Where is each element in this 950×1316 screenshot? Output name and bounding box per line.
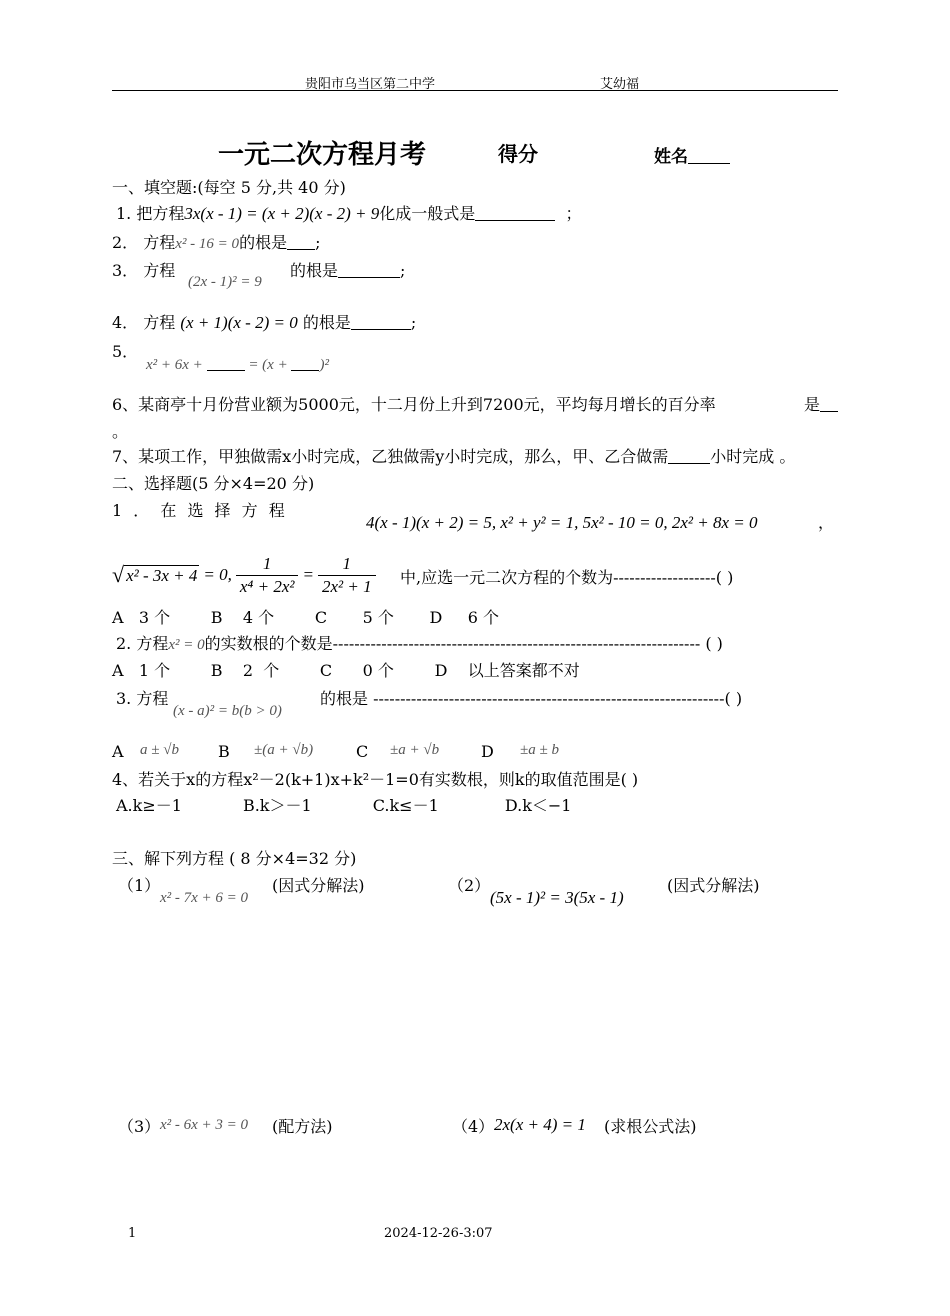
fill-q7 [112,447,795,467]
fill-q4-pre: 4． 方程 [112,313,176,332]
solve-p3-equation: x² - 6x + 3 = 0 [160,1117,249,1133]
fill-q7-blank[interactable] [668,447,710,464]
choice-q3-opt-b-label: B [218,742,230,761]
fill-q3-end: ; [400,261,406,280]
choice-q4-options: A.k≥－1 B.k＞－1 C.k≤－1 D.k＜−1 [116,796,572,815]
choice-q1-options: A 3 个 B 4 个 C 5 个 D 6 个 [112,608,500,627]
header-rule [112,90,838,91]
choice-q1-frac-1-num: 1 [236,553,299,576]
choice-q3-opt-a-label: A [112,742,124,761]
fill-q7-tail: 小时完成 。 [710,447,796,466]
fill-q2-end: ; [315,233,321,252]
solve-p4-num: （4） [452,1117,495,1136]
fill-q4-post: 的根是 [302,313,351,332]
fill-q2-blank[interactable] [287,233,315,250]
page-title: 一元二次方程月考 [218,140,427,170]
fill-q1-blank[interactable] [475,204,555,221]
fill-q5-eq-a: x² + 6x + [146,357,207,373]
fill-q1-pre: 1. 把方程 [116,204,185,223]
fill-q2-pre: 2． 方程 [112,233,176,252]
name-blank[interactable] [688,147,730,164]
fill-q4-blank[interactable] [351,313,411,330]
choice-q3-opt-a: a ± √b [140,742,179,758]
solve-p1-method: (因式分解法) [272,876,365,895]
choice-q1-frac-2 [318,553,376,598]
choice-q2-equation: x² = 0 [168,637,205,653]
fill-q2 [112,233,320,254]
fill-q5-label: 5． [112,342,139,361]
name-label [654,142,730,167]
choice-q1-frac-2-den: 2x² + 1 [321,576,372,596]
fill-q5-blank-1[interactable] [207,354,245,371]
choice-q3-opt-d: ±a ± b [520,742,559,758]
choice-q1-frac-2-num: 1 [318,553,376,576]
solve-p3-num: （3） [118,1117,161,1136]
header-author: 艾幼福 [600,77,640,92]
fill-q3-blank[interactable] [338,261,400,278]
choice-q3-label: 3. 方程 [116,689,169,708]
fill-q5-eq-c: )² [319,357,329,373]
fill-q1 [116,204,581,224]
fill-q4-end: ; [410,313,417,332]
fill-q5-blank-2[interactable] [291,354,319,371]
choice-q3-equation: (x - a)² = b(b > 0) [173,703,282,719]
choice-q2-pre: 2. 方程 [116,634,169,653]
solve-p2-method: (因式分解法) [667,876,760,895]
name-label-text: 姓名 [654,147,688,167]
choice-q3-opt-c-label: C [356,742,369,761]
choice-q3-opt-c: ±a + √b [390,742,440,758]
choice-q1-lead: 1 ． 在 选 择 方 程 [112,501,285,520]
solve-p4-equation: 2x(x + 4) = 1 [494,1115,586,1134]
fill-q1-equation: 3x(x - 1) = (x + 2)(x - 2) + 9 [184,204,380,223]
section-2-heading: 二、选择题(5 分×4=20 分) [112,474,315,493]
solve-p1-equation: x² - 7x + 6 = 0 [160,890,249,906]
choice-q1-comma: ， [818,513,835,532]
fill-q3-answer [290,261,405,281]
fill-q1-post: 化成一般式是 [379,204,476,223]
footer-date: 2024-12-26-3:07 [384,1226,493,1241]
score-label: 得分 [498,142,538,166]
choice-q2-post: 的实数根的个数是-------------------------------------------------------------------- ( ) [204,634,723,653]
choice-q1-equations: 4(x - 1)(x + 2) = 5, x² + y² = 1, 5x² - 10 = 0, 2x² + 8x = 0 [366,513,758,532]
choice-q4-text: 4、若关于x的方程x²－2(k+1)x+k²－1=0有实数根，则k的取值范围是( ) [112,770,639,789]
header-school: 贵阳市乌当区第二中学 [305,77,436,92]
choice-q1-sqrt-body: x² - 3x + 4 [126,565,198,585]
choice-q3-opt-b: ±(a + √b) [254,742,314,758]
solve-p1-num: （1） [118,876,161,895]
fill-q6-text: 6、某商亭十月份营业额为5000元，十二月份上升到7200元，平均每月增长的百分率 [112,395,716,414]
solve-p4-method: (求根公式法) [604,1117,697,1136]
fill-q4-equation: (x + 1)(x - 2) = 0 [180,313,298,332]
fill-q6-tail [804,395,838,415]
choice-q1-equations-2 [112,548,376,602]
solve-p2-num: （2） [448,876,491,895]
choice-q3-post: 的根是 -----------------------------------------------------------------( ) [320,689,743,708]
choice-q2 [116,634,723,655]
fill-q3-post: 的根是 [290,261,339,280]
solve-p2-equation: (5x - 1)² = 3(5x - 1) [490,888,624,907]
fill-q3-label: 3． 方程 [112,261,176,280]
fill-q6-blank[interactable] [820,395,838,412]
fill-q5-equation [146,354,329,374]
fill-q7-text: 7、某项工作，甲独做需x小时完成，乙独做需y小时完成，那么，甲、乙合做需 [112,447,669,466]
fill-q6-dot: 。 [112,422,129,441]
choice-q1-frac-1-den: x⁴ + 2x² [239,576,295,596]
footer-page-number: 1 [128,1226,137,1241]
sqrt-sign: √ [112,562,125,587]
fill-q4 [112,313,416,333]
solve-p3-method: (配方法) [272,1117,333,1136]
fill-q1-end: ； [565,204,582,223]
fill-q3-equation: (2x - 1)² = 9 [188,274,262,290]
section-3-heading: 三、解下列方程 ( 8 分×4=32 分) [112,849,357,868]
fill-q5-eq-b: = (x + [244,357,292,373]
choice-q3-opt-d-label: D [481,742,494,761]
fill-q2-equation: x² - 16 = 0 [175,236,240,252]
section-1-heading: 一、填空题:(每空 5 分,共 40 分) [112,178,346,197]
choice-q1-post: 中,应选一元二次方程的个数为-------------------( ) [400,568,734,587]
choice-q1-frac-1 [236,553,299,598]
fill-q6-tail-text: 是 [804,395,821,414]
choice-q1-eqsign: = [302,565,314,584]
choice-q2-options: A 1 个 B 2 个 C 0 个 D 以上答案都不对 [112,661,580,680]
fill-q2-post: 的根是 [239,233,288,252]
choice-q1-eq0: = 0, [203,565,232,584]
